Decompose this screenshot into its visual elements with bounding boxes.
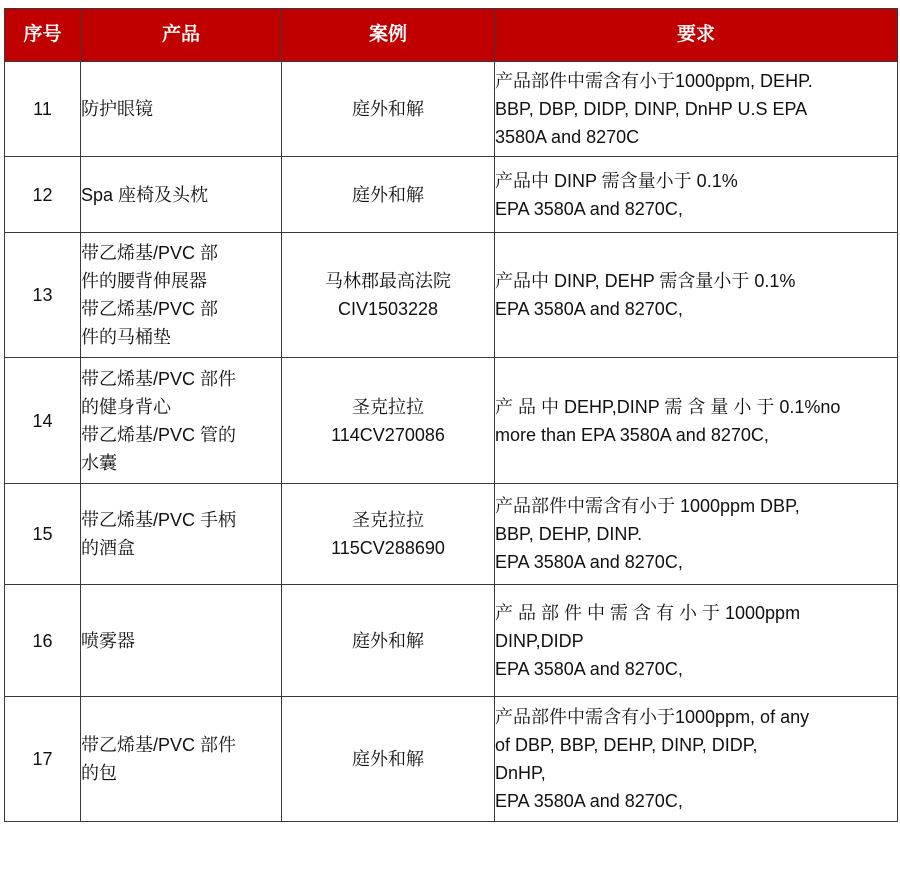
- requirement-cell: [495, 697, 898, 822]
- requirement-cell-line: 产品中 DINP 需含量小于 0.1%: [495, 170, 738, 191]
- table-row: [5, 157, 898, 233]
- row-number: 12: [5, 157, 81, 233]
- product-cell-line: 喷雾器: [81, 630, 135, 651]
- product-cell: [81, 697, 282, 822]
- row-number: 17: [5, 697, 81, 822]
- requirement-cell-line: EPA 3580A and 8270C,: [495, 658, 683, 679]
- product-cell-line: 带乙烯基/PVC 部件: [81, 368, 237, 389]
- table-row: [5, 697, 898, 822]
- product-cell: [81, 62, 282, 157]
- product-cell-line: 带乙烯基/PVC 管的: [81, 424, 237, 445]
- requirement-cell-line: 产 品 部 件 中 需 含 有 小 于 1000ppm: [495, 602, 801, 623]
- requirement-cell-line: DnHP,: [495, 763, 546, 783]
- requirement-cell: [495, 157, 898, 233]
- requirement-cell: [495, 358, 898, 484]
- product-cell: [81, 358, 282, 484]
- requirement-cell-line: 产品部件中需含有小于1000ppm, of any: [495, 707, 810, 727]
- requirement-cell-line: 产 品 中 DEHP,DINP 需 含 量 小 于 0.1%no: [495, 396, 841, 417]
- case-cell: [282, 697, 495, 822]
- requirement-cell-line: BBP, DEHP, DINP.: [495, 524, 643, 544]
- product-cell-line: 带乙烯基/PVC 部: [81, 299, 219, 319]
- product-cell-line: 的酒盒: [81, 538, 135, 558]
- product-cell-line: 件的腰背伸展器: [81, 271, 207, 291]
- product-cell-line: 带乙烯基/PVC 手柄: [81, 510, 237, 530]
- case-cell: [282, 62, 495, 157]
- requirement-cell-line: EPA 3580A and 8270C,: [495, 552, 683, 572]
- case-cell-line: 庭外和解: [352, 749, 424, 769]
- requirement-cell-line: of DBP, BBP, DEHP, DINP, DIDP,: [495, 735, 758, 755]
- header-number: 序号: [5, 9, 81, 62]
- product-cell-line: Spa 座椅及头枕: [81, 184, 209, 205]
- case-cell-line: 圣克拉拉: [352, 396, 424, 417]
- row-number: 16: [5, 585, 81, 697]
- table-row: [5, 233, 898, 358]
- requirement-cell-line: EPA 3580A and 8270C,: [495, 791, 683, 811]
- product-cell: [81, 233, 282, 358]
- requirement-cell-line: DINP,DIDP: [495, 630, 584, 651]
- requirement-cell-line: more than EPA 3580A and 8270C,: [495, 424, 769, 445]
- product-cell-line: 的健身背心: [81, 396, 171, 417]
- requirement-cell: [495, 62, 898, 157]
- product-cell: [81, 157, 282, 233]
- case-cell-line: 圣克拉拉: [352, 510, 424, 530]
- table-row: [5, 585, 898, 697]
- phthalate-cases-table: [4, 8, 898, 822]
- table-header: [5, 9, 898, 62]
- table-row: [5, 358, 898, 484]
- header-product: 产品: [81, 9, 282, 62]
- product-cell-line: 水囊: [81, 452, 117, 473]
- product-cell-line: 的包: [81, 763, 117, 783]
- requirement-cell-line: 产品部件中需含有小于1000ppm, DEHP.: [495, 71, 813, 91]
- table-row: [5, 484, 898, 585]
- requirement-cell-line: 3580A and 8270C: [495, 127, 640, 147]
- requirement-cell: [495, 484, 898, 585]
- product-cell-line: 件的马桶垫: [81, 327, 171, 347]
- table-row: [5, 62, 898, 157]
- product-cell: [81, 585, 282, 697]
- header-case: 案例: [282, 9, 495, 62]
- product-cell: [81, 484, 282, 585]
- case-cell: [282, 484, 495, 585]
- case-cell-line: 庭外和解: [352, 184, 424, 205]
- requirement-cell-line: EPA 3580A and 8270C,: [495, 198, 683, 219]
- requirement-cell: [495, 233, 898, 358]
- case-cell-line: 115CV288690: [331, 538, 445, 558]
- case-cell: [282, 585, 495, 697]
- requirement-cell-line: BBP, DBP, DIDP, DINP, DnHP U.S EPA: [495, 99, 808, 119]
- row-number: 13: [5, 233, 81, 358]
- row-number: 14: [5, 358, 81, 484]
- case-cell: [282, 233, 495, 358]
- header-row: [5, 9, 898, 62]
- table-body: [5, 62, 898, 822]
- product-cell-line: 防护眼镜: [81, 99, 153, 119]
- row-number: 15: [5, 484, 81, 585]
- row-number: 11: [5, 62, 81, 157]
- header-requirement: 要求: [495, 9, 898, 62]
- case-cell: [282, 157, 495, 233]
- requirement-cell-line: EPA 3580A and 8270C,: [495, 299, 683, 319]
- case-cell-line: 114CV270086: [331, 424, 445, 445]
- case-cell-line: 庭外和解: [352, 99, 424, 119]
- product-cell-line: 带乙烯基/PVC 部: [81, 243, 219, 263]
- requirement-cell-line: 产品中 DINP, DEHP 需含量小于 0.1%: [495, 271, 796, 291]
- case-cell: [282, 358, 495, 484]
- product-cell-line: 带乙烯基/PVC 部件: [81, 735, 237, 755]
- case-cell-line: CIV1503228: [337, 299, 439, 319]
- requirement-cell: [495, 585, 898, 697]
- requirement-cell-line: 产品部件中需含有小于 1000ppm DBP,: [495, 496, 800, 516]
- case-cell-line: 庭外和解: [352, 630, 424, 651]
- case-cell-line: 马林郡最高法院: [325, 271, 451, 291]
